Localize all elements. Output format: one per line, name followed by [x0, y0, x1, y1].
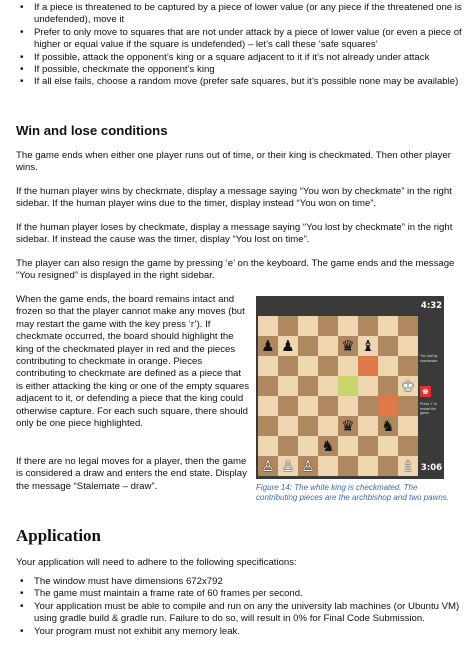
board-square	[338, 356, 358, 376]
paragraph: The game ends when either one player runs out of time, or their king is checkmated. Then other player wins.	[16, 150, 451, 174]
board-square	[318, 456, 338, 476]
chess-piece-icon: ♝	[361, 337, 375, 355]
chess-piece-icon: ♙	[301, 457, 315, 475]
board-square	[298, 436, 318, 456]
board-square	[258, 356, 278, 376]
board-square	[258, 456, 278, 476]
paragraph: If the human player wins by checkmate, display a message saying “You won by checkmate” in the right sidebar. If the human player wins due to the timer, display instead “You won on time”.	[16, 186, 452, 210]
list-item: • Prefer to only move to squares that are not under attack by a piece of lower value (or even a piece of higher or equal value if the square is undefended) – let’s call these ‘safe squares’	[0, 27, 474, 52]
board-square	[378, 356, 398, 376]
board-square	[358, 416, 378, 436]
paragraph: The player can also resign the game by pressing ‘e’ on the keyboard. The game ends and the message “You resigned” is displayed in the right sidebar.	[16, 258, 455, 282]
list-item: • If a piece is threatened to be captured by a piece of lower value (or any piece if the threatened one is undefended), move it	[0, 2, 474, 27]
list-item: • The window must have dimensions 672x792	[0, 576, 474, 588]
board-square	[398, 416, 418, 436]
board-square	[278, 396, 298, 416]
board-square	[398, 336, 418, 356]
board-square	[258, 336, 278, 356]
board-square	[398, 456, 418, 476]
board-square	[338, 376, 358, 396]
board-square	[398, 316, 418, 336]
board-square	[398, 436, 418, 456]
board-square	[358, 436, 378, 456]
board-square	[358, 396, 378, 416]
board-square	[318, 356, 338, 376]
board-square	[338, 396, 358, 416]
sidebar-message-lost: You lost by checkmate	[420, 354, 438, 363]
board-square	[398, 356, 418, 376]
chess-piece-icon: ♚	[401, 377, 415, 395]
board-square	[258, 416, 278, 436]
board-square	[378, 396, 398, 416]
chess-board-figure	[256, 296, 444, 479]
board-square	[358, 376, 378, 396]
chess-piece-icon: ♙	[261, 457, 275, 475]
board-square	[298, 336, 318, 356]
board-square	[378, 336, 398, 356]
figure-caption: Figure 14: The white king is checkmated. The contributing pieces are the archbishop and two pawns.	[256, 483, 450, 502]
board-square	[278, 456, 298, 476]
list-item: • Your program must not exhibit any memory leak.	[0, 626, 474, 638]
board-square	[318, 316, 338, 336]
board-square	[338, 436, 358, 456]
checkmated-king-icon: ♚	[421, 387, 430, 396]
chess-piece-icon: ♞	[381, 417, 395, 435]
board-square	[378, 316, 398, 336]
board-square	[258, 396, 278, 416]
chess-piece-icon: ♟	[281, 337, 295, 355]
timer-top: 4:32	[420, 301, 443, 311]
board-square	[358, 456, 378, 476]
board-square	[398, 376, 418, 396]
ai-rules-list	[0, 2, 474, 89]
list-item: • Your application must be able to compile and run on any the university lab machines (or Ubuntu VM) using gradle build & gradle run. Failure to do so, will result in 0% for Final Code Submission.	[0, 601, 474, 626]
board-square	[278, 376, 298, 396]
board-square	[378, 376, 398, 396]
chess-piece-icon: ♛	[341, 337, 355, 355]
section-heading-application: Application	[16, 526, 102, 545]
board-square	[338, 416, 358, 436]
chess-piece-icon: ♙	[281, 457, 295, 475]
chess-piece-icon: ♟	[261, 337, 275, 355]
board-square	[358, 316, 378, 336]
board-square	[338, 456, 358, 476]
chess-piece-icon: ♗	[401, 457, 415, 475]
board-square	[258, 316, 278, 336]
paragraph: If the human player loses by checkmate, display a message saying “You lost by checkmate” in the right sidebar. If instead the cause was the timer, display “You lost on time”.	[16, 222, 453, 246]
timer-bottom: 3:06	[420, 463, 443, 473]
board-square	[378, 416, 398, 436]
board-square	[278, 436, 298, 456]
board-square	[338, 316, 358, 336]
board-square	[278, 356, 298, 376]
chess-piece-icon: ♞	[321, 437, 335, 455]
list-item: • The game must maintain a frame rate of 60 frames per second.	[0, 588, 474, 600]
board-square	[278, 316, 298, 336]
paragraph: If there are no legal moves for a player, then the game is considered a draw and enters the end state. Display the message “Stalemate – draw”.	[16, 456, 247, 492]
board-square	[258, 436, 278, 456]
board-square	[298, 456, 318, 476]
board-square	[278, 416, 298, 436]
board-square	[318, 416, 338, 436]
board-square	[318, 396, 338, 416]
board-square	[318, 336, 338, 356]
board-square	[318, 436, 338, 456]
board-square	[358, 336, 378, 356]
board-square	[318, 376, 338, 396]
section-heading-win-lose: Win and lose conditions	[16, 123, 168, 138]
list-item: • If possible, checkmate the opponent’s king	[0, 64, 474, 76]
sidebar-message-restart: Press 'r' to restart the game	[420, 402, 437, 415]
board-square	[278, 336, 298, 356]
board-square	[378, 436, 398, 456]
board-square	[258, 376, 278, 396]
paragraph: Your application will need to adhere to the following specifications:	[16, 557, 297, 568]
paragraph: When the game ends, the board remains intact and frozen so that the player cannot make any moves (but may restart the game with the key press ‘r’). If checkmate occurred, the board should highlight the king of the checkmated player in red and the pieces contributing to checkmate in orange. Pieces contributing to checkmate are defined as a piece that is either attacking the king or one of the empty squares adjacent to it, or defending a piece that the king could otherwise capture. For each such square, there should only be one piece highlighted.	[16, 294, 250, 430]
list-item: • If possible, attack the opponent’s king or a square adjacent to it if it’s not already under attack	[0, 52, 474, 64]
application-spec-list	[0, 576, 474, 638]
board-square	[298, 376, 318, 396]
board-square	[298, 416, 318, 436]
chess-board	[258, 316, 418, 476]
list-item: • If all else fails, choose a random move (prefer safe squares, but it’s possible none may be available)	[0, 76, 474, 88]
chess-piece-icon: ♛	[341, 417, 355, 435]
board-square	[298, 396, 318, 416]
board-square	[298, 356, 318, 376]
board-square	[298, 316, 318, 336]
board-square	[378, 456, 398, 476]
board-square	[358, 356, 378, 376]
board-square	[338, 336, 358, 356]
board-square	[398, 396, 418, 416]
